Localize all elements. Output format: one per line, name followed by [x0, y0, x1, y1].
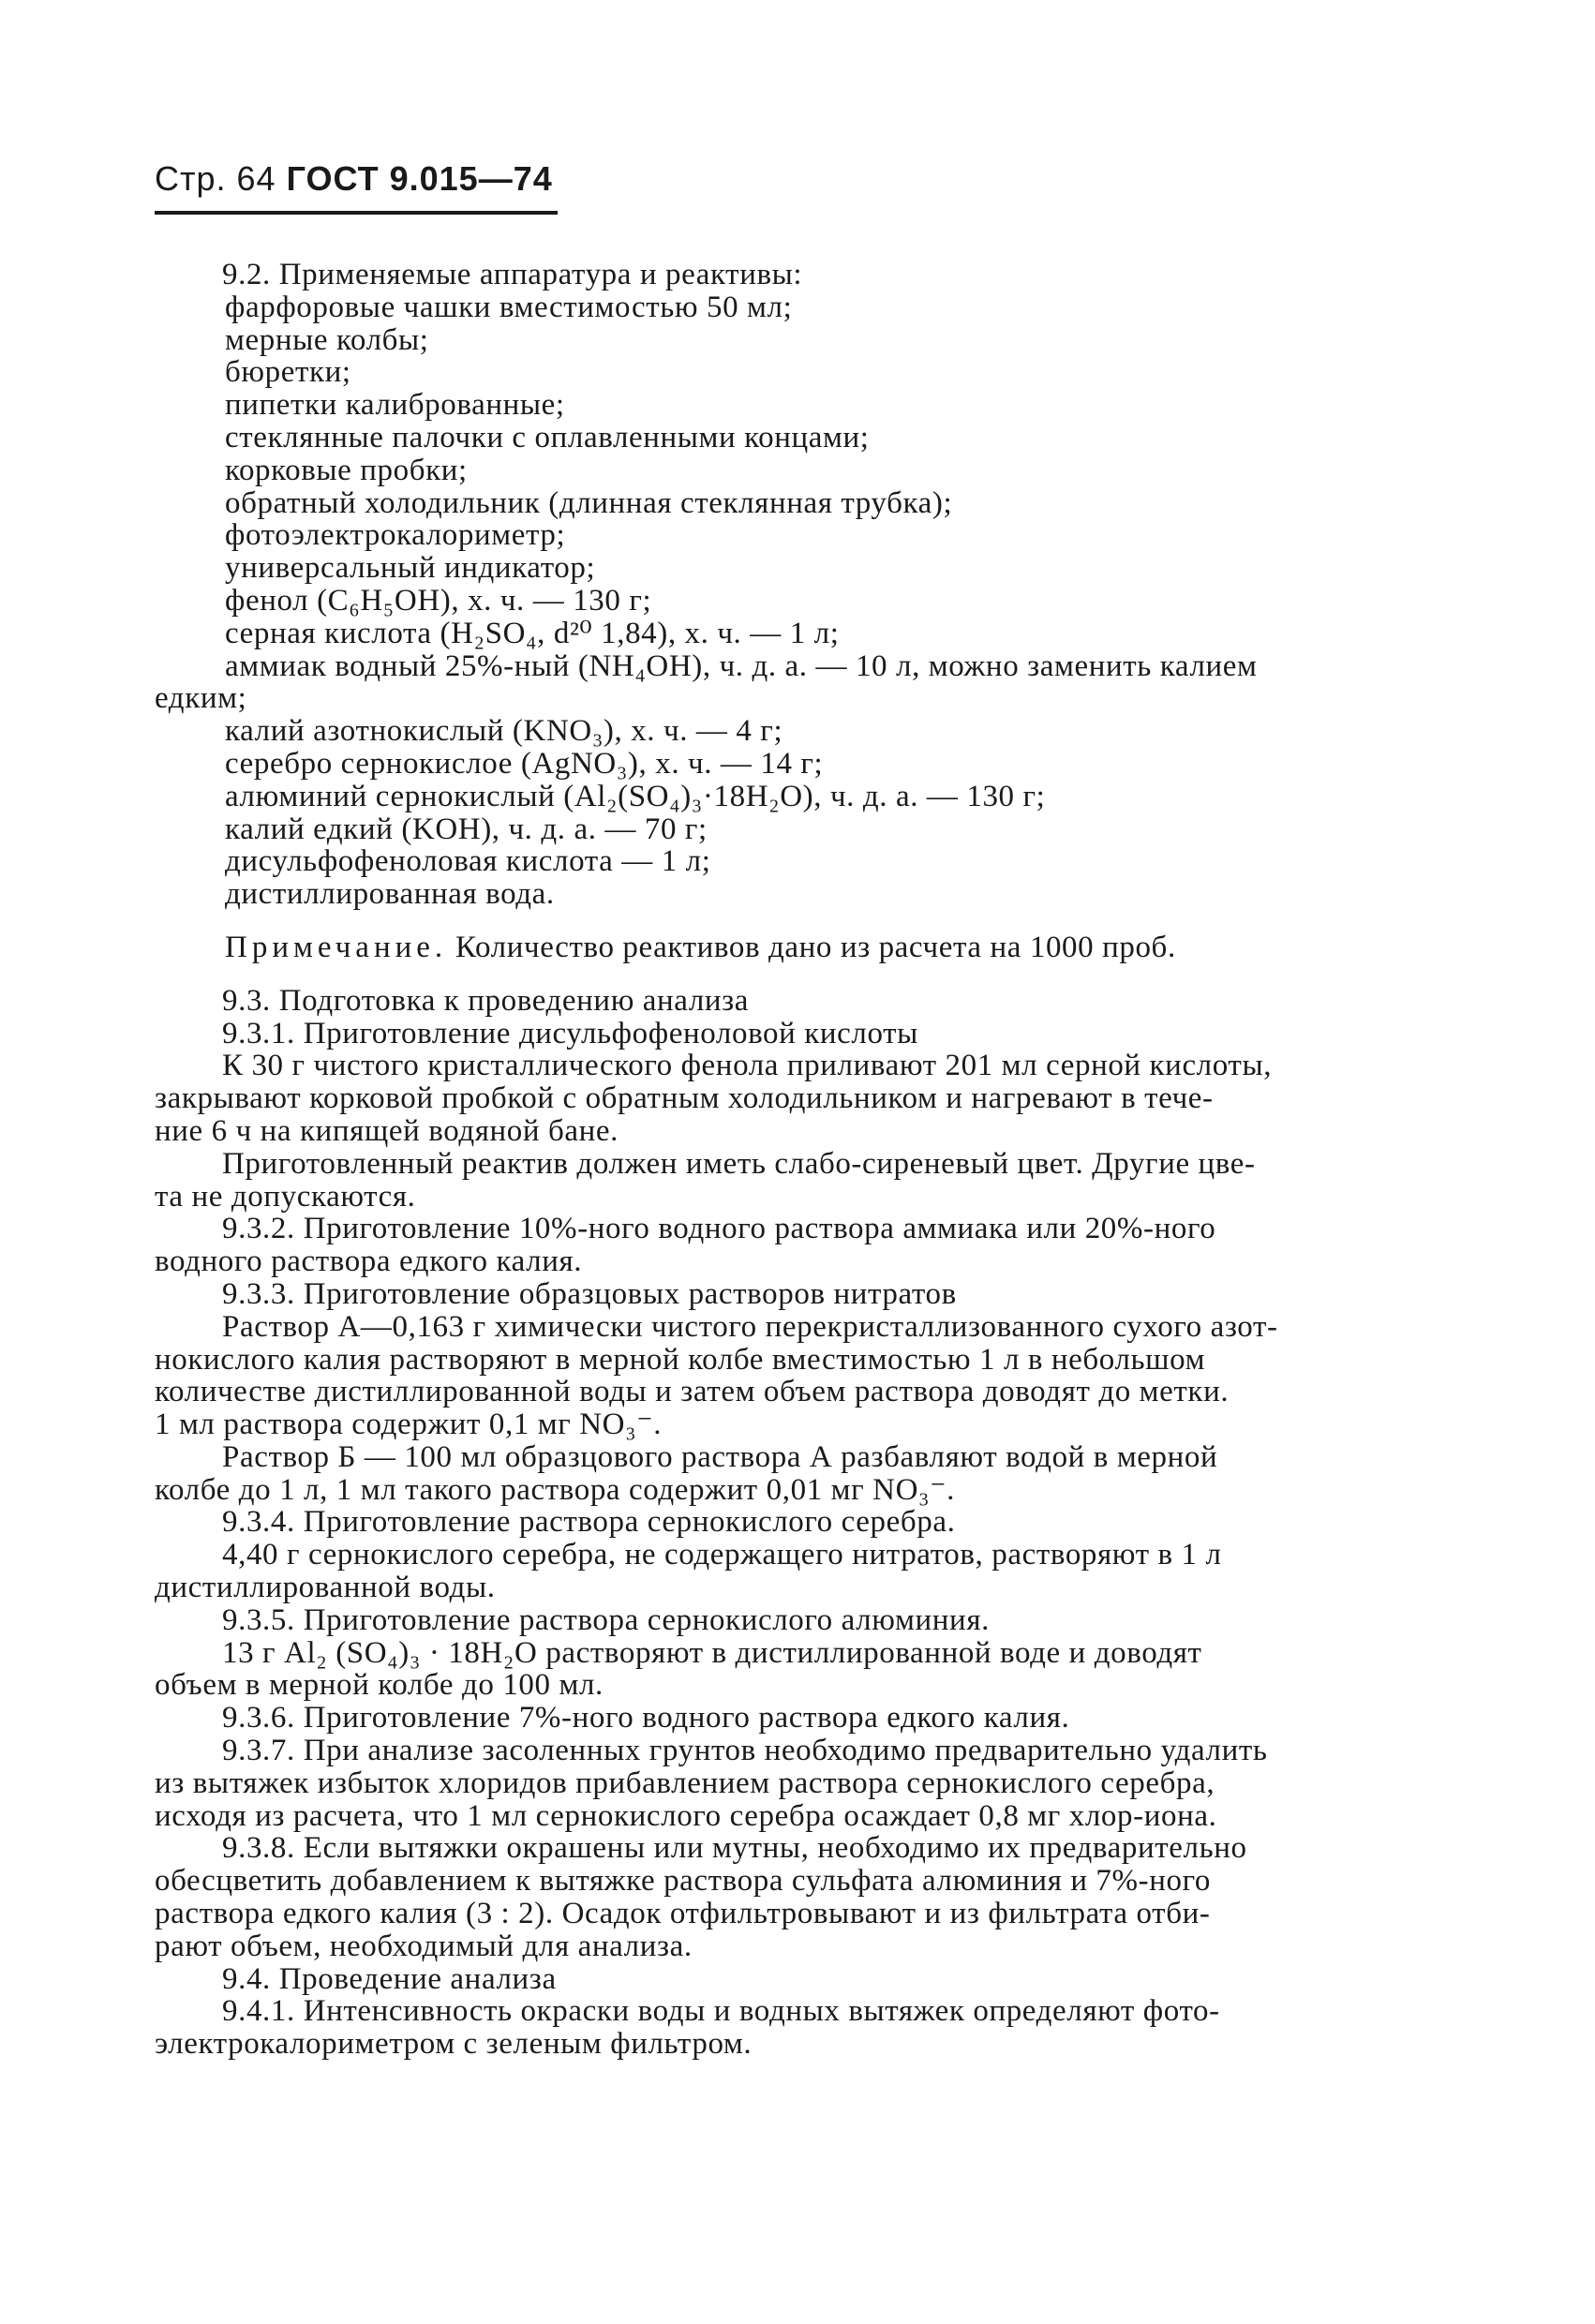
- paragraph-line: 1 мл раствора содержит 0,1 мг NO₃⁻.: [155, 1408, 663, 1442]
- paragraph-line: 9.4.1. Интенсивность окраски воды и водных вытяжек определяют фото-: [222, 1994, 1220, 2029]
- subsection-heading: 9.3.1. Приготовление дисульфофеноловой кислоты: [222, 1016, 918, 1050]
- spacer: [155, 964, 1457, 985]
- list-item: фарфоровые чашки вместимостью 50 мл;: [225, 290, 793, 324]
- list-item: алюминий сернокислый (Al₂(SO₄)₃·18H₂O), ч. д. а. — 130 г;: [225, 779, 1046, 813]
- paragraph-line: 9.3.8. Если вытяжки окрашены или мутны, необходимо их предварительно: [222, 1831, 1247, 1866]
- standard-number: ГОСТ 9.015—74: [286, 159, 553, 198]
- paragraph-line: обесцветить добавлением к вытяжке раствора сульфата алюминия и 7%-ного: [155, 1864, 1211, 1899]
- list-item-continuation: едким;: [155, 681, 247, 716]
- paragraph-line: исходя из расчета, что 1 мл сернокислого серебра осаждает 0,8 мг хлор-иона.: [155, 1798, 1217, 1833]
- subsection-heading: 9.3.4. Приготовление раствора сернокислого серебра.: [222, 1505, 956, 1540]
- list-item: обратный холодильник (длинная стеклянная трубка);: [225, 485, 953, 520]
- note-text: Количество реактивов дано из расчета на 1000 проб.: [455, 930, 1176, 964]
- paragraph-line: объем в мерной колбе до 100 мл.: [155, 1668, 604, 1703]
- list-item: серная кислота (H₂SO₄, d²⁰ 1,84), х. ч. — 1 л;: [225, 616, 840, 650]
- subsection-heading: 9.3.3. Приготовление образцовых растворов нитратов: [222, 1276, 957, 1311]
- paragraph-line: водного раствора едкого калия.: [155, 1244, 583, 1279]
- list-item: бюретки;: [225, 355, 351, 390]
- list-item: фенол (C₆H₅OH), х. ч. — 130 г;: [225, 583, 652, 618]
- note-label: Примечание.: [225, 930, 448, 964]
- paragraph-line: из вытяжек избыток хлоридов прибавлением раствора сернокислого серебра,: [155, 1765, 1215, 1800]
- paragraph-line: нокислого калия растворяют в мерной колбе вместимостью 1 л в небольшом: [155, 1342, 1206, 1377]
- document-body: [155, 259, 1457, 2061]
- list-item: дисульфофеноловая кислота — 1 л;: [225, 844, 711, 879]
- list-item: стеклянные палочки с оплавленными концами;: [225, 420, 870, 454]
- page-number: Стр. 64: [155, 159, 276, 198]
- section-heading: 9.3. Подготовка к проведению анализа: [222, 983, 750, 1018]
- paragraph-line: Приготовленный реактив должен иметь слабо-сиреневый цвет. Другие цве-: [222, 1146, 1256, 1181]
- paragraph-line: дистиллированной воды.: [155, 1571, 496, 1605]
- subsection-heading: 9.3.6. Приготовление 7%-ного водного раствора едкого калия.: [222, 1701, 1070, 1736]
- section-heading: 9.4. Проведение анализа: [222, 1961, 557, 1996]
- page-header: [155, 159, 553, 199]
- subsection-heading: 9.3.2. Приготовление 10%-ного водного раствора аммиака или 20%-ного: [222, 1212, 1216, 1246]
- paragraph-line: 9.3.7. При анализе засоленных грунтов необходимо предварительно удалить: [222, 1734, 1268, 1768]
- list-item: фотоэлектрокалориметр;: [225, 518, 566, 553]
- paragraph-line: К 30 г чистого кристаллического фенола приливают 201 мл серной кислоты,: [222, 1049, 1273, 1083]
- paragraph-line: электрокалориметром с зеленым фильтром.: [155, 2027, 753, 2062]
- list-item: аммиак водный 25%-ный (NH₄OH), ч. д. а. — 10 л, можно заменить калием: [225, 648, 1258, 683]
- list-item: мерные колбы;: [225, 322, 429, 357]
- paragraph-line: та не допускаются.: [155, 1179, 416, 1214]
- paragraph-line: раствора едкого калия (3 : 2). Осадок отфильтровывают и из фильтрата отби-: [155, 1897, 1211, 1931]
- spacer: [155, 911, 1457, 931]
- paragraph-line: Раствор Б — 100 мл образцового раствора А разбавляют водой в мерной: [222, 1439, 1218, 1474]
- header-rule: [155, 211, 558, 215]
- paragraph-line: количестве дистиллированной воды и затем объем раствора доводят до метки.: [155, 1375, 1230, 1409]
- paragraph-line: 4,40 г сернокислого серебра, не содержащего нитратов, растворяют в 1 л: [222, 1538, 1222, 1572]
- note: [155, 931, 1457, 964]
- list-item: пипетки калиброванные;: [225, 388, 565, 423]
- paragraph-line: Раствор А—0,163 г химически чистого перекристаллизованного сухого азот-: [222, 1309, 1278, 1344]
- list-item: универсальный индикатор;: [225, 551, 596, 586]
- subsection-heading: 9.3.5. Приготовление раствора сернокислого алюминия.: [222, 1602, 990, 1637]
- list-item: корковые пробки;: [225, 453, 468, 487]
- list-item: серебро сернокислое (AgNO₃), х. ч. — 14 г;: [225, 746, 824, 781]
- list-item: калий едкий (KOH), ч. д. а. — 70 г;: [225, 812, 708, 846]
- section-heading: 9.2. Применяемые аппаратура и реактивы:: [222, 258, 803, 291]
- list-item: калий азотнокислый (KNO₃), х. ч. — 4 г;: [225, 714, 783, 749]
- paragraph-line: рают объем, необходимый для анализа.: [155, 1929, 693, 1963]
- paragraph-line: ние 6 ч на кипящей водяной бане.: [155, 1113, 619, 1148]
- paragraph-line: колбе до 1 л, 1 мл такого раствора содержит 0,01 мг NO₃⁻.: [155, 1472, 955, 1507]
- paragraph-line: 13 г Al₂ (SO₄)₃ · 18H₂O растворяют в дистиллированной воде и доводят: [222, 1635, 1202, 1670]
- list-item: дистиллированная вода.: [225, 877, 555, 912]
- paragraph-line: закрывают корковой пробкой с обратным холодильником и нагревают в тече-: [155, 1081, 1214, 1116]
